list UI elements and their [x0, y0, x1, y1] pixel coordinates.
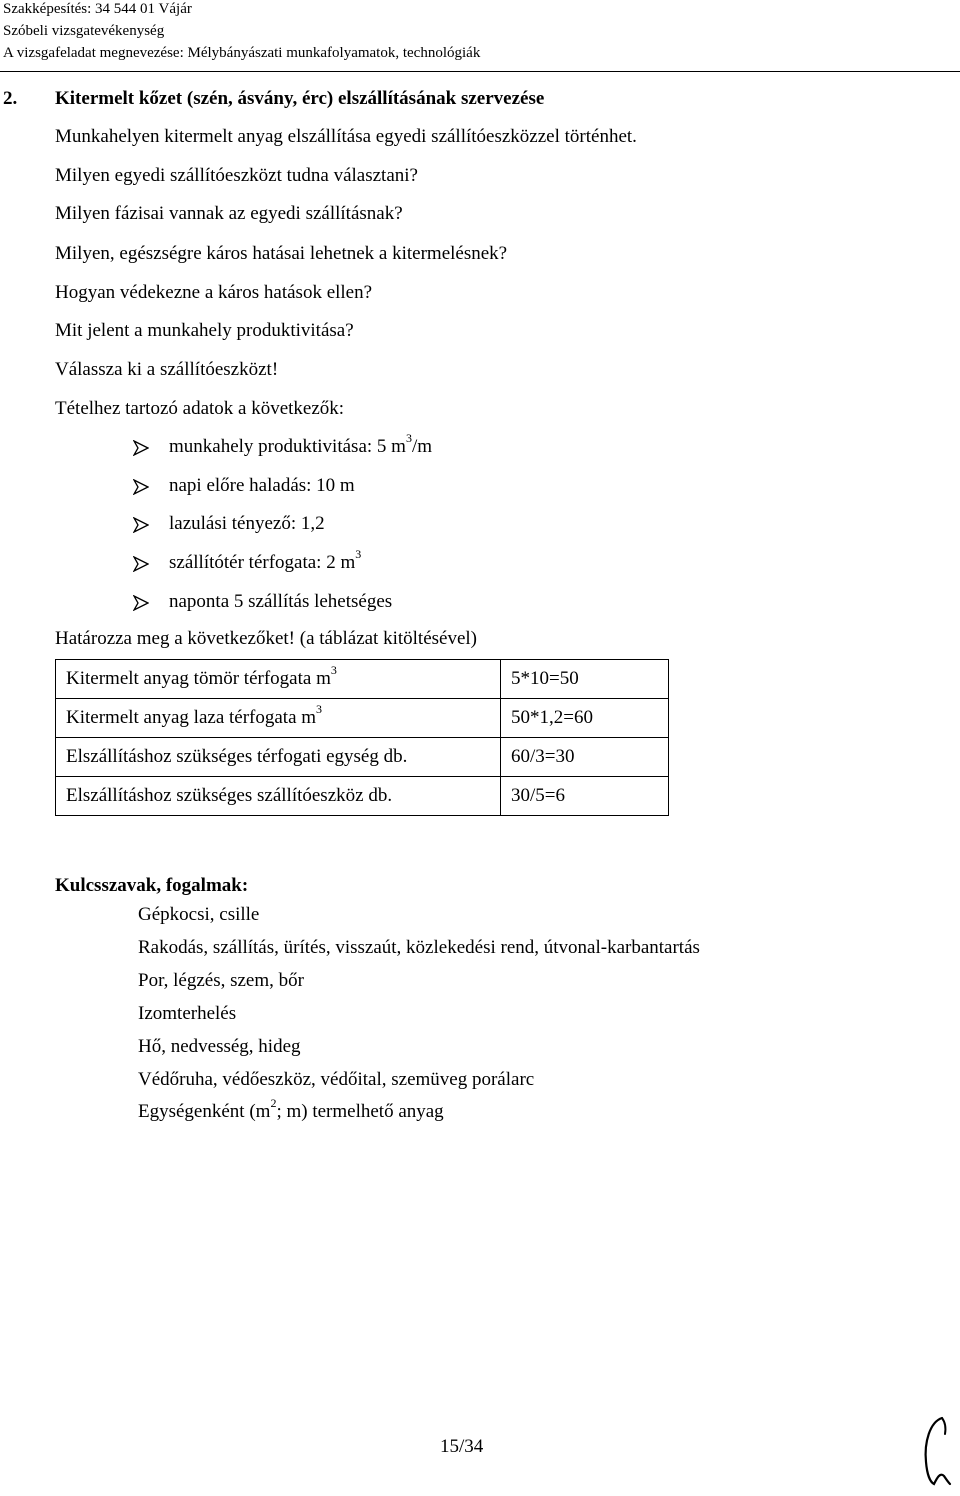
table-cell-label: Elszállításhoz szükséges térfogati egység db. — [56, 738, 501, 777]
page-number: 15/34 — [440, 1436, 484, 1457]
table-row — [56, 738, 669, 777]
bullet-text: naponta 5 szállítás lehetséges — [169, 591, 393, 612]
keyword-item-7: Egységenként ($m^2$; m) termelhető anyag — [138, 1095, 444, 1122]
table-cell-label: Kitermelt anyag tömör térfogata $m^3$ — [56, 660, 501, 699]
table-row — [56, 660, 669, 699]
header-divider — [0, 71, 960, 72]
text-line-1: Munkahelyen kitermelt anyag elszállítása egyedi szállítóeszközzel történhet. — [55, 126, 637, 147]
text-line-8: Tételhez tartozó adatok a következők: — [55, 398, 345, 419]
arrow-bullet-icon — [133, 517, 169, 533]
bullet-text: napi előre haladás: 10 m — [169, 475, 355, 496]
arrow-bullet-icon — [133, 479, 169, 495]
bullet-suffix: /m — [411, 436, 432, 457]
table-row — [56, 699, 669, 738]
text-line-5: Hogyan védekezne a káros hatások ellen? — [55, 282, 373, 303]
text-line-6: Mit jelent a munkahely produktivitása? — [55, 320, 354, 341]
keyword-item-5: Hő, nedvesség, hideg — [138, 1036, 301, 1057]
table-cell-value: 60/3=30 — [501, 738, 669, 777]
keyword-item-1: Gépkocsi, csille — [138, 904, 260, 925]
keyword-item-4: Izomterhelés — [138, 1003, 237, 1024]
text-line-7: Válassza ki a szállítóeszközt! — [55, 359, 279, 380]
bullet-item-2 — [133, 473, 355, 499]
keywords-title: Kulcsszavak, fogalmak: — [55, 875, 249, 896]
header-task-name: A vizsgafeladat megnevezése: Mélybányászati munkafolyamatok, technológiák — [3, 45, 481, 61]
signature-mark — [918, 1412, 954, 1493]
table-cell-label: Elszállításhoz szükséges szállítóeszköz db. — [56, 777, 501, 816]
section-title — [3, 86, 544, 112]
answer-table — [55, 659, 669, 816]
bullet-text: szállítótér térfogata: 2 m — [169, 552, 356, 573]
text-line-4: Milyen, egészségre káros hatásai lehetnek a kitermelésnek? — [55, 243, 508, 264]
bullet-item-1 — [133, 430, 432, 460]
bullet-item-4 — [133, 546, 362, 576]
table-cell-value: 5*10=50 — [501, 660, 669, 699]
text-line-2: Milyen egyedi szállítóeszközt tudna választani? — [55, 165, 418, 186]
bullet-item-5 — [133, 589, 392, 615]
table-cell-label: Kitermelt anyag laza térfogata $m^3$ — [56, 699, 501, 738]
keyword-item-2: Rakodás, szállítás, ürítés, visszaút, közlekedési rend, útvonal-karbantartás — [138, 937, 700, 958]
table-row — [56, 777, 669, 816]
table-cell-value: 50*1,2=60 — [501, 699, 669, 738]
arrow-bullet-icon — [133, 556, 169, 572]
keyword-item-6: Védőruha, védőeszköz, védőital, szemüveg porálarc — [138, 1069, 535, 1090]
text-line-3: Milyen fázisai vannak az egyedi szállításnak? — [55, 203, 403, 224]
bullet-sup: 3 — [355, 546, 362, 561]
header-exam-type: Szóbeli vizsgatevékenység — [3, 23, 165, 39]
arrow-bullet-icon — [133, 595, 169, 611]
bullet-sup: 3 — [405, 430, 412, 445]
section-title-text: Kitermelt kőzet (szén, ásvány, érc) elszállításának szervezése — [55, 88, 545, 109]
arrow-bullet-icon — [133, 440, 169, 456]
table-cell-value: 30/5=6 — [501, 777, 669, 816]
section-number: 2. — [3, 88, 18, 109]
task-instruction: Határozza meg a következőket! (a táblázat kitöltésével) — [55, 628, 477, 649]
keyword-item-3: Por, légzés, szem, bőr — [138, 970, 304, 991]
bullet-text: munkahely produktivitása: 5 m — [169, 436, 406, 457]
header-qualification: Szakképesítés: 34 544 01 Vájár — [3, 1, 192, 17]
bullet-item-3 — [133, 511, 325, 537]
bullet-text: lazulási tényező: 1,2 — [169, 513, 325, 534]
